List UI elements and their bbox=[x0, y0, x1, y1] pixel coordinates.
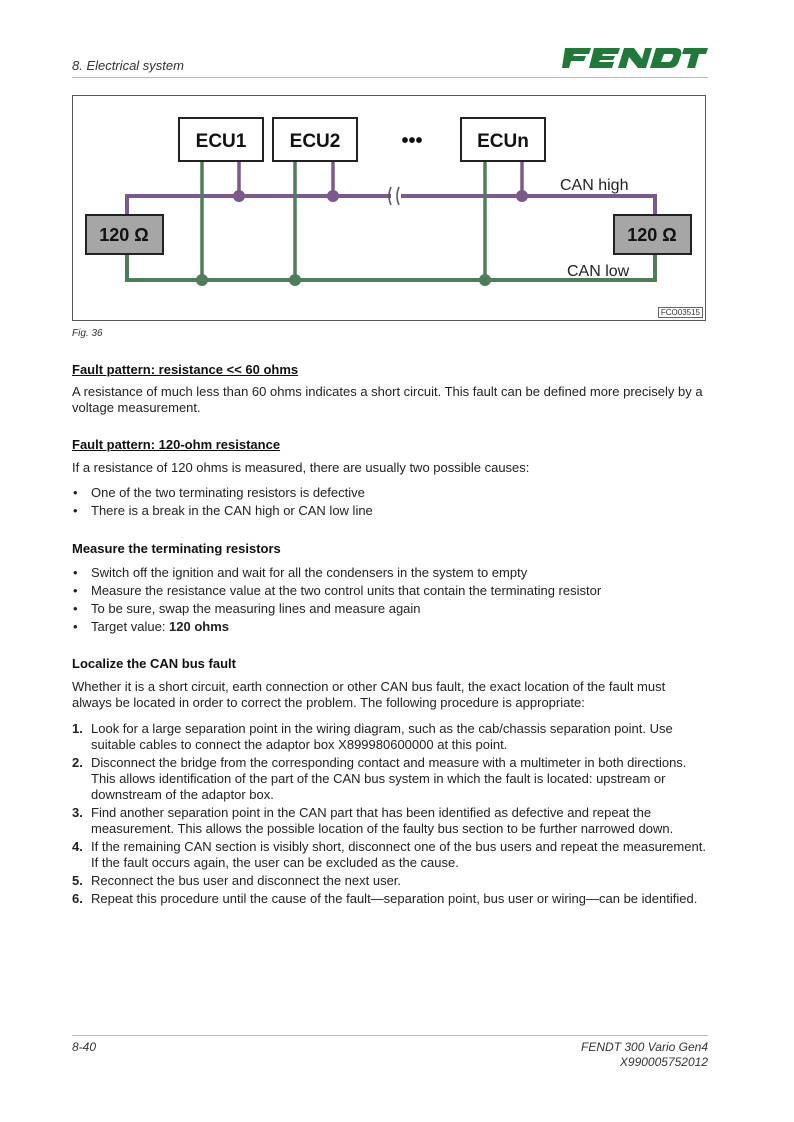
list-procedure-steps bbox=[72, 721, 706, 909]
list-item-target-value bbox=[72, 618, 706, 636]
heading-measure-resistors: Measure the terminating resistors bbox=[72, 541, 281, 556]
ecu-n-label: ECUn bbox=[477, 131, 529, 152]
page-number: 8-40 bbox=[72, 1040, 97, 1054]
section-title: 8. Electrical system bbox=[72, 58, 184, 73]
ecu-2 bbox=[273, 118, 357, 161]
step-number: 3. bbox=[72, 805, 83, 820]
list-item: • There is a break in the CAN high or CAN low line bbox=[72, 502, 706, 520]
paragraph-localize-fault: Whether it is a short circuit, earth connection or other CAN bus fault, the exact location of the fault must always be located in order to correct the problem. The following procedure is appropriate: bbox=[72, 679, 666, 710]
step-text: Find another separation point in the CAN part that has been identified as defective and repeat the measurement. This allows the possible location of the faulty bus section to be further narrowed down. bbox=[91, 805, 674, 836]
step-text: If the remaining CAN section is visibly short, disconnect one of the bus users and repeat the measurement. If the fault occurs again, the user can be excluded as the cause. bbox=[91, 839, 706, 870]
can-low-label: CAN low bbox=[567, 263, 630, 280]
list-item: • To be sure, swap the measuring lines and measure again bbox=[72, 600, 706, 618]
paragraph-fault-120: If a resistance of 120 ohms is measured, there are usually two possible causes: bbox=[72, 460, 530, 475]
target-value-label: Target value: bbox=[91, 619, 170, 634]
ecu-n bbox=[461, 118, 545, 161]
procedure-step bbox=[72, 805, 706, 837]
step-text: Repeat this procedure until the cause of the fault—separation point, bus user or wiring—can be identified. bbox=[91, 891, 698, 906]
product-name: FENDT 300 Vario Gen4 bbox=[581, 1040, 708, 1054]
heading-fault-short: Fault pattern: resistance << 60 ohms bbox=[72, 362, 299, 377]
resistor-left-label: 120 Ω bbox=[99, 225, 149, 245]
ecu-connections bbox=[202, 162, 522, 280]
can-high-label: CAN high bbox=[560, 177, 629, 194]
list-fault-120-causes bbox=[72, 484, 706, 520]
step-number: 1. bbox=[72, 721, 83, 736]
resistor-right bbox=[614, 215, 691, 254]
footer-divider bbox=[72, 1035, 708, 1036]
procedure-step bbox=[72, 839, 706, 871]
step-text: Reconnect the bus user and disconnect the next user. bbox=[91, 873, 402, 888]
fendt-logo-letters bbox=[562, 48, 708, 68]
ecu-ellipsis: ••• bbox=[401, 130, 423, 152]
list-item: • Measure the resistance value at the two control units that contain the terminating resistor bbox=[72, 582, 706, 600]
can-high-line bbox=[127, 196, 655, 215]
procedure-step bbox=[72, 755, 706, 803]
list-item: • Switch off the ignition and wait for all the condensers in the system to empty bbox=[72, 564, 706, 582]
document-number: X990005752012 bbox=[619, 1055, 708, 1069]
header-divider bbox=[72, 77, 708, 78]
can-bus-diagram-svg bbox=[73, 96, 707, 322]
step-number: 2. bbox=[72, 755, 83, 770]
paragraph-fault-short: A resistance of much less than 60 ohms indicates a short circuit. This fault can be defined more precisely by a voltage measurement. bbox=[72, 384, 703, 415]
procedure-step bbox=[72, 721, 706, 753]
step-number: 5. bbox=[72, 873, 83, 888]
ecu-1 bbox=[179, 118, 263, 161]
step-number: 4. bbox=[72, 839, 83, 854]
resistor-left bbox=[86, 215, 163, 254]
list-measure-steps bbox=[72, 564, 706, 636]
target-value: 120 ohms bbox=[169, 619, 230, 634]
procedure-step bbox=[72, 873, 706, 889]
figure-id: FCO03515 bbox=[658, 307, 703, 318]
list-item: • One of the two terminating resistors is defective bbox=[72, 484, 706, 502]
heading-fault-120: Fault pattern: 120-ohm resistance bbox=[72, 437, 281, 452]
procedure-step bbox=[72, 891, 706, 907]
step-text: Disconnect the bridge from the corresponding contact and measure with a multimeter in both directions. This allows identification of the part of the CAN bus system in which the fault is located: upstream or downstream of the adaptor box. bbox=[91, 755, 687, 802]
can-bus-diagram bbox=[72, 95, 706, 321]
footer-document-info bbox=[581, 1040, 708, 1070]
step-number: 6. bbox=[72, 891, 83, 906]
junction-dots bbox=[196, 190, 528, 286]
fendt-logo bbox=[562, 44, 708, 72]
figure-caption: Fig. 36 bbox=[72, 328, 103, 339]
ecu-1-label: ECU1 bbox=[195, 131, 247, 152]
step-text: Look for a large separation point in the wiring diagram, such as the cab/chassis separation point. Use suitable cables to connect the adaptor box X899980600000 at this point. bbox=[91, 721, 673, 752]
resistor-right-label: 120 Ω bbox=[627, 225, 677, 245]
ecu-2-label: ECU2 bbox=[289, 131, 341, 152]
heading-localize-fault: Localize the CAN bus fault bbox=[72, 656, 236, 671]
